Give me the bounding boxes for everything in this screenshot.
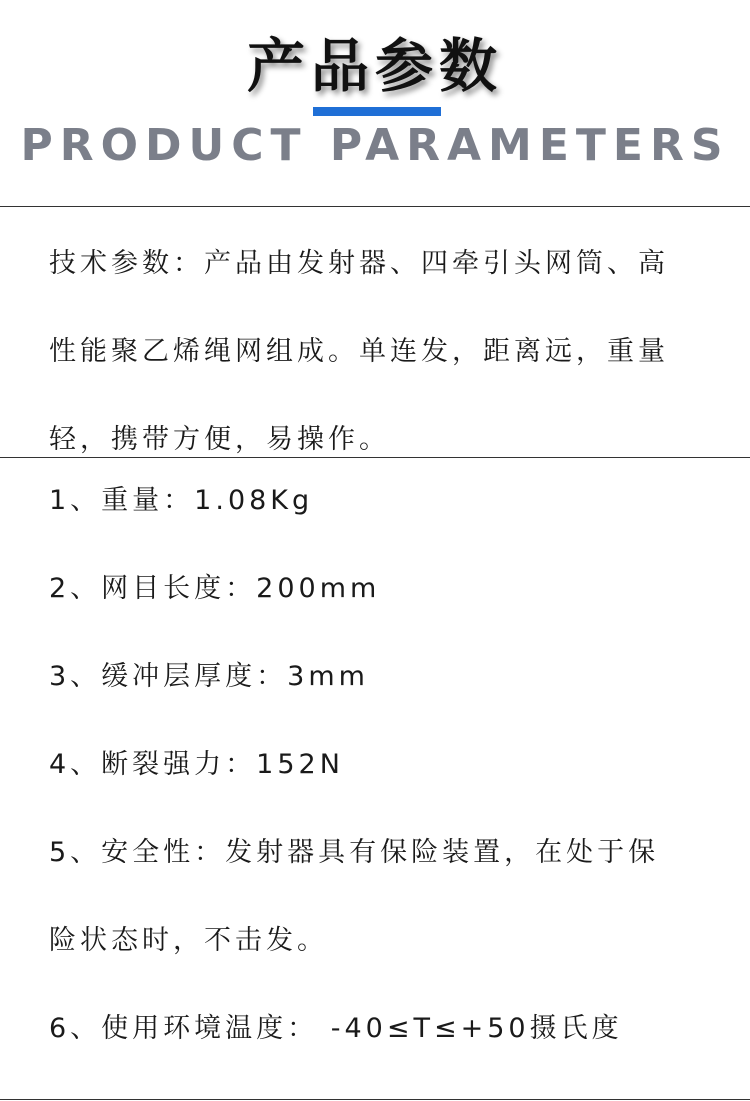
param-weight: 1、重量：1.08Kg (49, 485, 314, 516)
param-safety-cont: 险状态时，不击发。 (49, 925, 328, 956)
param-safety: 5、安全性：发射器具有保险装置，在处于保 (49, 837, 660, 868)
description-line: 性能聚乙烯绳网组成。单连发，距离远，重量 (49, 336, 669, 367)
param-temperature: 6、使用环境温度： -40≤T≤+50摄氏度 (49, 1013, 623, 1044)
divider (0, 457, 750, 458)
title-accent-bar (313, 107, 441, 116)
page-title: 产品参数 (246, 32, 503, 100)
description-line: 技术参数：产品由发射器、四牵引头网筒、高 (49, 248, 669, 279)
param-breaking-strength: 4、断裂强力：152N (49, 749, 344, 780)
divider (0, 1099, 750, 1100)
param-mesh-length: 2、网目长度：200mm (49, 573, 381, 604)
header (0, 0, 750, 206)
page-subtitle: PRODUCT PARAMETERS (20, 120, 730, 171)
description (49, 220, 719, 484)
description-line: 轻，携带方便，易操作。 (49, 424, 390, 455)
divider (0, 206, 750, 207)
param-buffer-thickness: 3、缓冲层厚度：3mm (49, 661, 369, 692)
